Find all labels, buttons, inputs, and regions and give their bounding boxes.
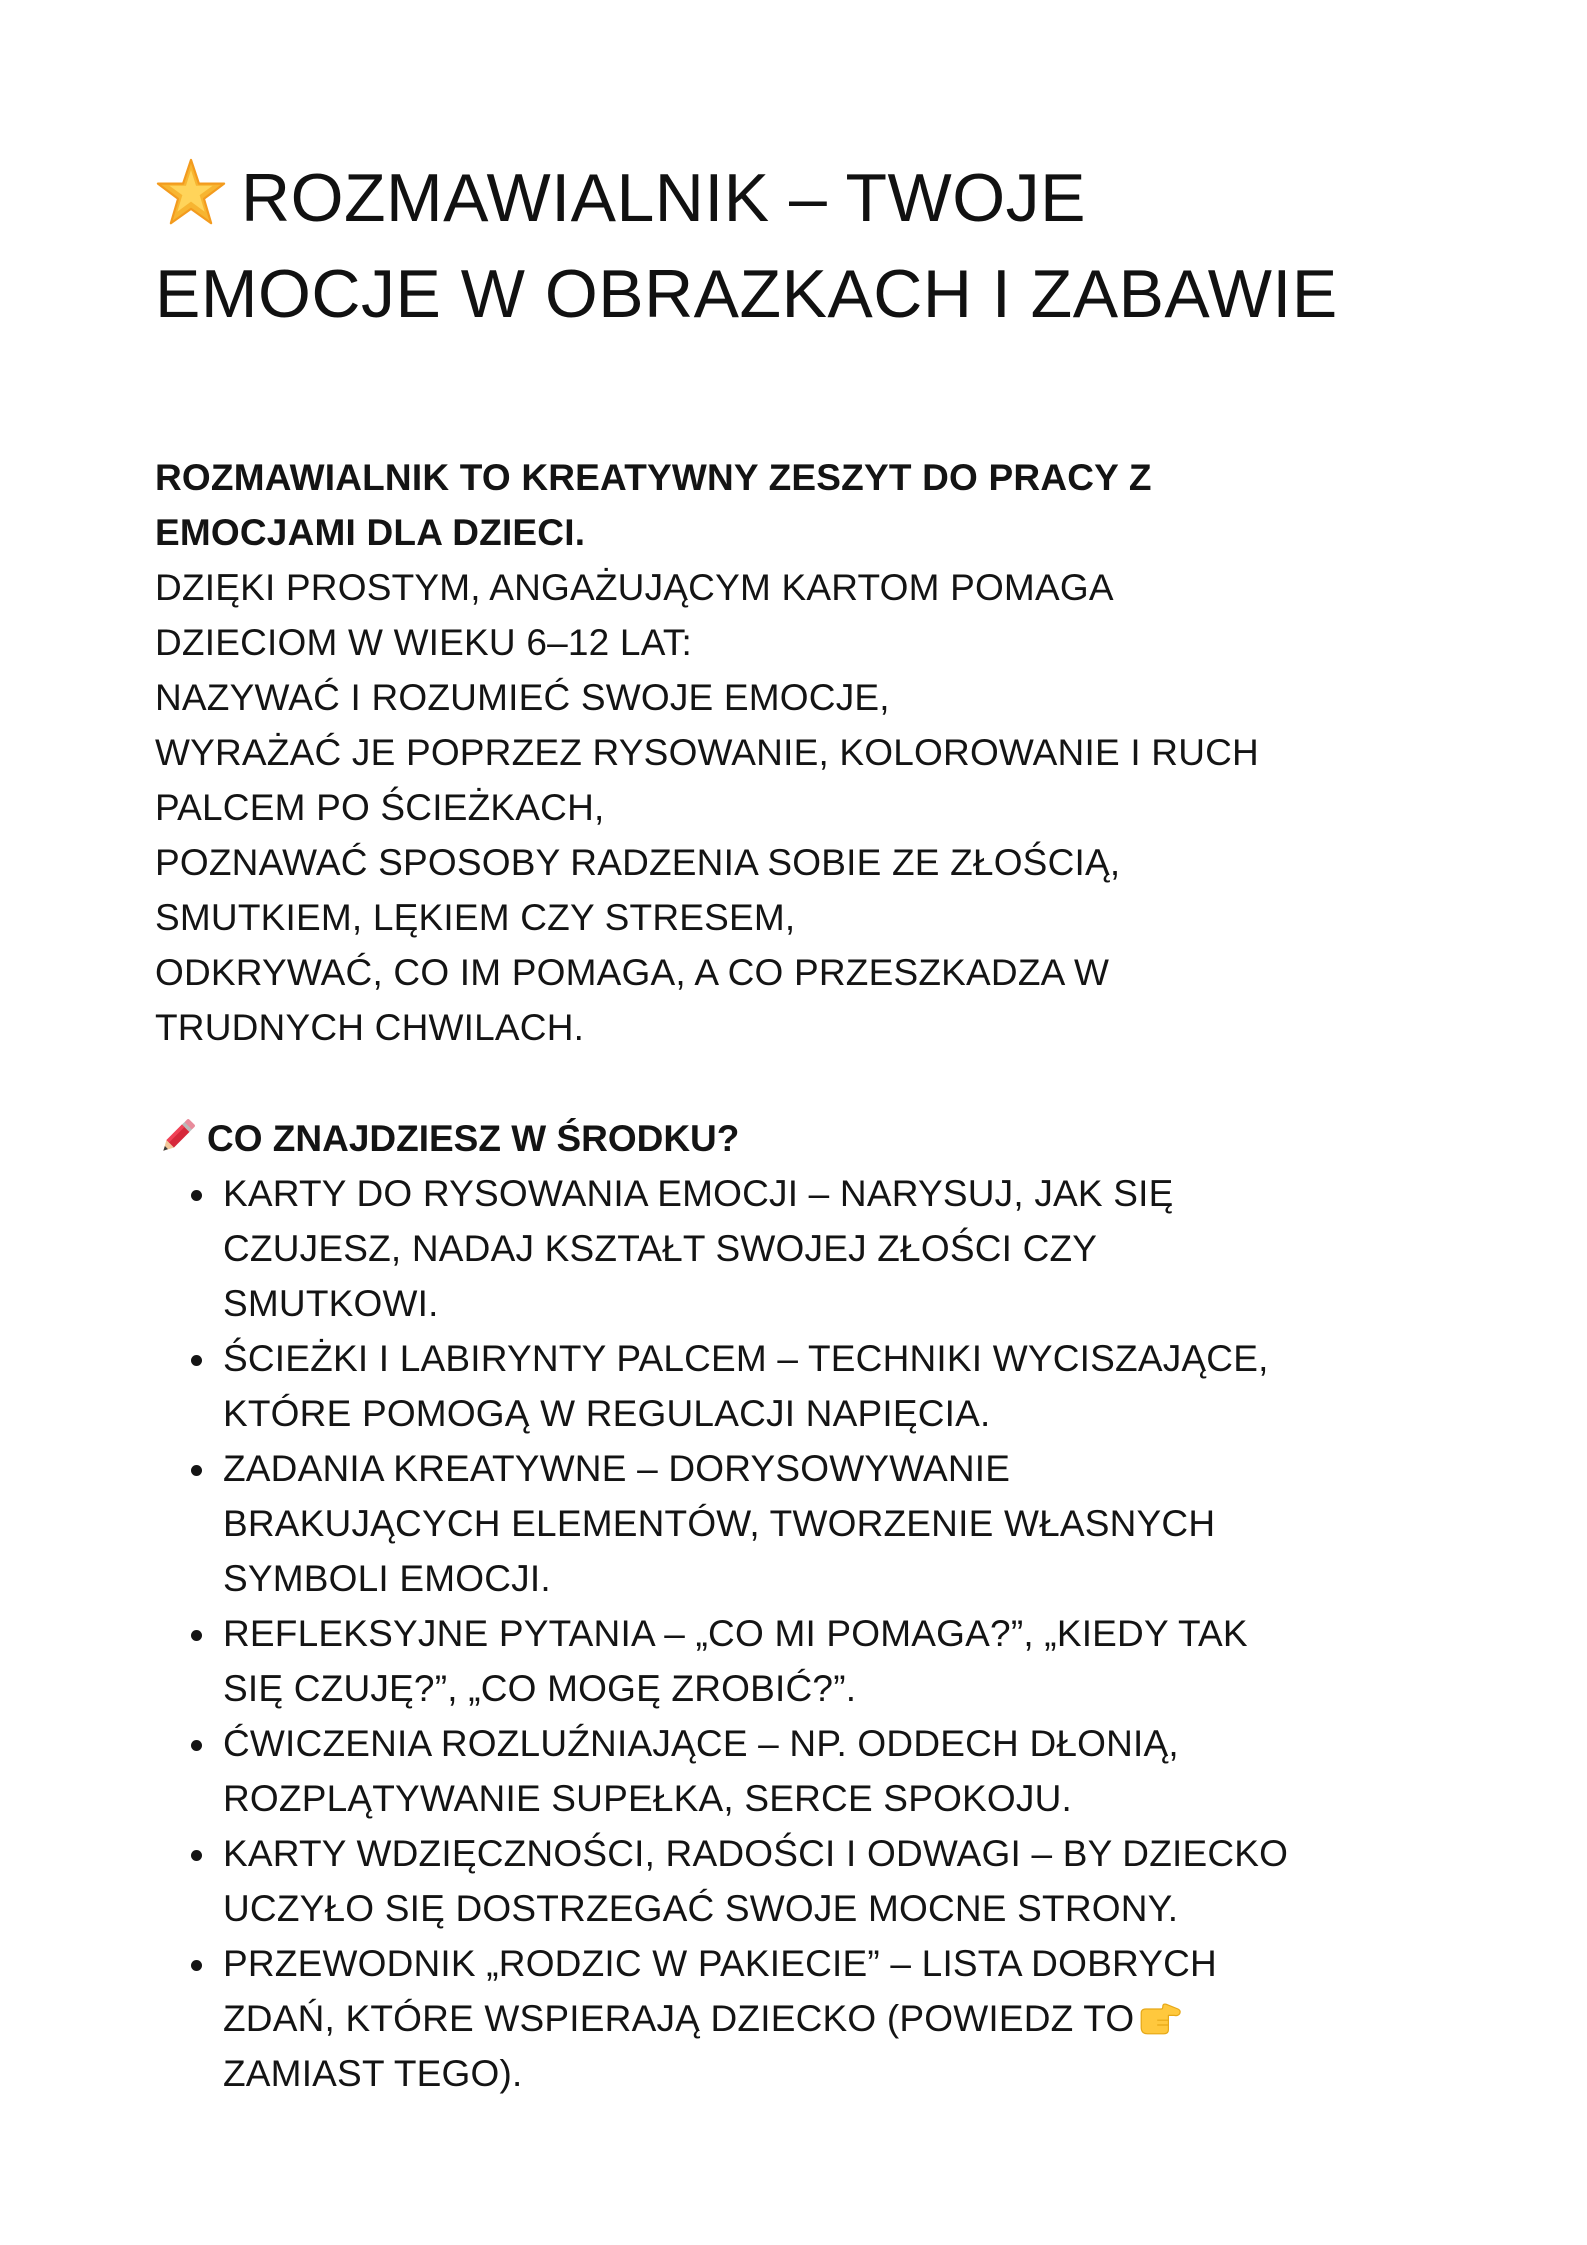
intro-line: DZIECIOM W WIEKU 6–12 LAT: — [155, 622, 693, 663]
list-item-line: KTÓRE POMOGĄ W REGULACJI NAPIĘCIA. — [223, 1393, 991, 1434]
intro-line: NAZYWAĆ I ROZUMIEĆ SWOJE EMOCJE, — [155, 677, 890, 718]
intro-line: POZNAWAĆ SPOSOBY RADZENIA SOBIE ZE ZŁOŚCIĄ, — [155, 842, 1121, 883]
title-line-1 — [155, 160, 1086, 236]
bullet — [191, 1630, 202, 1641]
list-item — [155, 1166, 1445, 1331]
intro-bold-line: ROZMAWIALNIK TO KREATYWNY ZESZYT DO PRACY Z — [155, 457, 1152, 498]
star-icon — [155, 157, 227, 229]
list-item-line: REFLEKSYJNE PYTANIA – „CO MI POMAGA?”, „KIEDY TAK — [223, 1613, 1248, 1654]
list-item-line: KARTY DO RYSOWANIA EMOCJI – NARYSUJ, JAK SIĘ — [223, 1173, 1174, 1214]
title-text-1: ROZMAWIALNIK – TWOJE — [241, 160, 1086, 236]
list-item — [155, 1331, 1445, 1441]
page-title — [155, 150, 1445, 342]
bullet — [191, 1465, 202, 1476]
intro-line: WYRAŻAĆ JE POPRZEZ RYSOWANIE, KOLOROWANIE I RUCH — [155, 732, 1259, 773]
feature-list — [155, 1166, 1445, 2101]
list-item — [155, 1826, 1445, 1936]
list-item-line: BRAKUJĄCYCH ELEMENTÓW, TWORZENIE WŁASNYCH — [223, 1503, 1216, 1544]
list-item-line: ZDAŃ, KTÓRE WSPIERAJĄ DZIECKO (POWIEDZ TO — [223, 1998, 1135, 2039]
list-item-line: UCZYŁO SIĘ DOSTRZEGAĆ SWOJE MOCNE STRONY. — [223, 1888, 1179, 1929]
intro-line: ODKRYWAĆ, CO IM POMAGA, A CO PRZESZKADZA W — [155, 952, 1110, 993]
bullet — [191, 1850, 202, 1861]
list-item — [155, 1606, 1445, 1716]
list-item-line: SYMBOLI EMOCJI. — [223, 1558, 551, 1599]
title-text-2: EMOCJE W OBRAZKACH I ZABAWIE — [155, 256, 1338, 332]
pointing-hand-icon — [1138, 1997, 1182, 2037]
section-heading-text: CO ZNAJDZIESZ W ŚRODKU? — [207, 1118, 740, 1159]
intro-bold-line: EMOCJAMI DLA DZIECI. — [155, 512, 586, 553]
list-item — [155, 1441, 1445, 1606]
list-item — [155, 1936, 1445, 2101]
bullet — [191, 1190, 202, 1201]
list-item — [155, 1716, 1445, 1826]
contents-section — [155, 1111, 1445, 2101]
pencil-icon — [155, 1115, 199, 1159]
list-item-line: ZAMIAST TEGO). — [223, 2053, 523, 2094]
bullet — [191, 1355, 202, 1366]
list-item-line: PRZEWODNIK „RODZIC W PAKIECIE” – LISTA DOBRYCH — [223, 1943, 1217, 1984]
intro-line: DZIĘKI PROSTYM, ANGAŻUJĄCYM KARTOM POMAGA — [155, 567, 1114, 608]
list-item-line: ŚCIEŻKI I LABIRYNTY PALCEM – TECHNIKI WYCISZAJĄCE, — [223, 1338, 1269, 1379]
list-item-line: SIĘ CZUJĘ?”, „CO MOGĘ ZROBIĆ?”. — [223, 1668, 857, 1709]
list-item-line: CZUJESZ, NADAJ KSZTAŁT SWOJEJ ZŁOŚCI CZY — [223, 1228, 1098, 1269]
list-item-line: SMUTKOWI. — [223, 1283, 439, 1324]
intro-line: SMUTKIEM, LĘKIEM CZY STRESEM, — [155, 897, 796, 938]
bullet — [191, 1960, 202, 1971]
intro-line: TRUDNYCH CHWILACH. — [155, 1007, 585, 1048]
intro-paragraph — [155, 450, 1445, 1055]
document-page — [155, 150, 1445, 2101]
list-item-line: ĆWICZENIA ROZLUŹNIAJĄCE – NP. ODDECH DŁONIĄ, — [223, 1723, 1179, 1764]
list-item-line: ROZPLĄTYWANIE SUPEŁKA, SERCE SPOKOJU. — [223, 1778, 1073, 1819]
list-item-line: ZADANIA KREATYWNE – DORYSOWYWANIE — [223, 1448, 1011, 1489]
section-heading — [155, 1111, 1445, 1166]
intro-line: PALCEM PO ŚCIEŻKACH, — [155, 787, 605, 828]
bullet — [191, 1740, 202, 1751]
list-item-line: KARTY WDZIĘCZNOŚCI, RADOŚCI I ODWAGI – BY DZIECKO — [223, 1833, 1289, 1874]
